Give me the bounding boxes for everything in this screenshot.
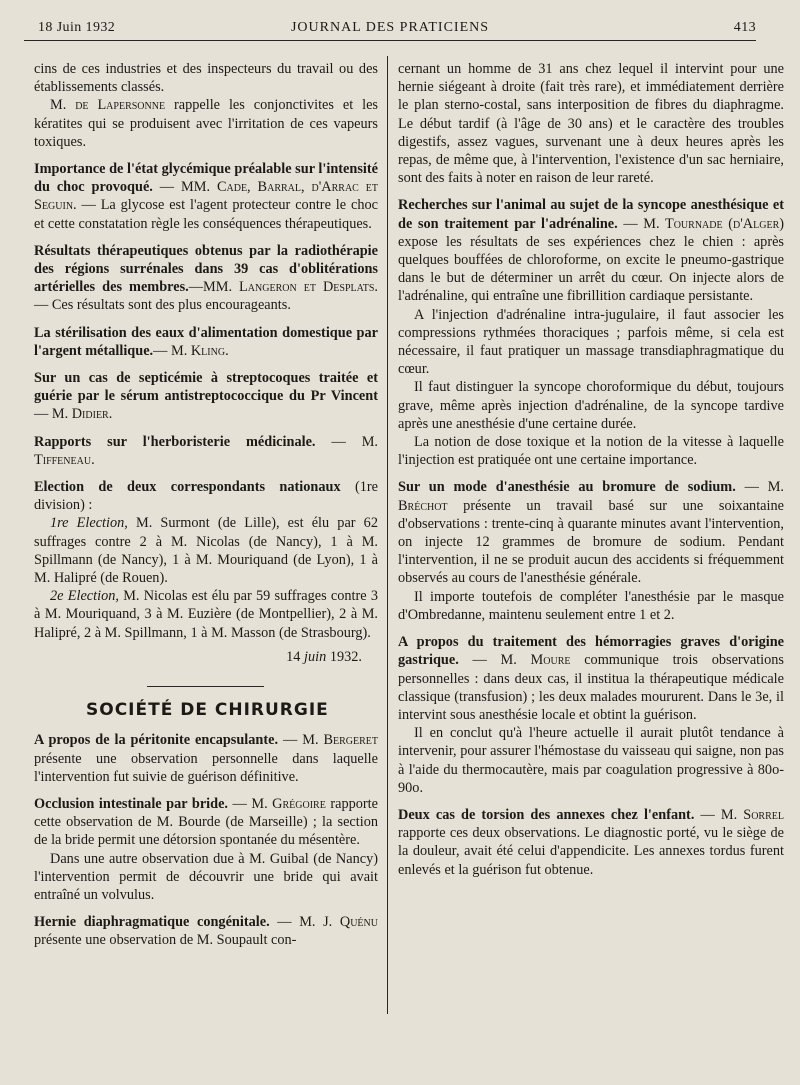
section-entry (398, 478, 784, 587)
running-header (24, 18, 756, 40)
section-title: Rapports sur l'herboristerie médicinale. (34, 433, 316, 450)
paragraph (34, 587, 378, 642)
header-date: 18 Juin 1932 (38, 20, 116, 35)
section-entry (34, 160, 378, 233)
author-names: — M. Tournade (d'Alger) (617, 215, 784, 232)
date-year: 1932. (329, 648, 362, 665)
body-text: rapporte ces deux observations. Le diagnostic porté, vu le siège de la douleur, avait été celui d'appendicite. Les annexes tordus furent enlevés et la guérison fut obtenue. (398, 825, 784, 878)
body-text: M. Surmont (de Lille), est élu par 62 suffrages contre 2 à M. Nicolas (de Nancy), 1 à M. Spillmann (de Nancy), 1 à M. Mouriquand (de Lyon), 1 à M. Halipré (de Rouen). (34, 515, 378, 587)
author-name: M. de Lapersonne (50, 97, 166, 114)
section-entry (398, 633, 784, 724)
author-names: — M. Bréchot (398, 479, 784, 514)
section-title: Deux cas de torsion des annexes chez l'enfant. (398, 806, 695, 823)
section-title: Sur un mode d'anesthésie au bromure de sodium. (398, 479, 736, 496)
author-names: —MM. Langeron et Desplats. (188, 279, 378, 296)
paragraph: La notion de dose toxique et la notion de la vitesse à laquelle l'injection est pratiquée ont une certaine importance. (398, 434, 784, 469)
body-text: présente un travail basé sur une soixantaine d'observations : trente-cinq à quarante minutes avant l'intervention, on injecte 12 grammes de bromure de sodium. Pendant l'intervention, il ne se produit aucun des accidents si fréquemment observés au cours de l'anesthésie générale. (398, 497, 784, 587)
body-text: présente une observation personnelle dans laquelle l'intervention fut suivie de guérison définitive. (34, 750, 378, 785)
section-entry (34, 478, 378, 514)
section-title: Importance de l'état glycémique préalable sur l'intensité du choc provoqué. (34, 161, 378, 196)
author-names: — M. Kling. (153, 342, 229, 359)
society-heading: SOCIÉTÉ DE CHIRURGIE (86, 700, 329, 721)
section-entry (34, 433, 378, 469)
section-entry (34, 242, 378, 315)
author-names: — M. J. Quénu (269, 914, 378, 931)
body-text: rapporte cette observation de M. Bourde (de Marseille) ; la section de la bride permit une détorsion spontanée du mésentère. (34, 795, 378, 849)
author-names: — M. Sorrel (694, 806, 784, 823)
body-text: — Ces résultats sont des plus encourageants. (34, 297, 291, 314)
body-text: (1re division) : (34, 479, 379, 514)
body-text: expose les résultats de ses expériences chez le chien : après quelques bouffées de chloroforme, on excite le pneumo-gastrique dans le but de déterminer un arrêt du cœur. On injecte alors de l'adrénaline, qui entraîne une fibrillition cardiaque persistante. (398, 233, 784, 305)
paragraph: Il faut distinguer la syncope choroformique du début, toujours grave, même après injection d'adrénaline, de la syncope tardive après une anesthésie d'une certaine durée. (398, 379, 784, 432)
author-names: — M. Tiffeneau. (34, 433, 378, 468)
body-text: rappelle les conjonctivites et les kératites qui se produisent avec l'irritation de ces vapeurs toxiques. (34, 97, 378, 150)
section-title: A propos de la péritonite encapsulante. (34, 732, 279, 749)
election-label: 1re Election, (50, 515, 128, 532)
paragraph: Il importe toutefois de compléter l'anesthésie par le masque d'Ombredanne, maintenu seulement entre 1 et 2. (398, 588, 784, 623)
column-separator (387, 56, 388, 1014)
election-label: 2e Election, (50, 588, 119, 605)
section-title: Résultats thérapeutiques obtenus par la radiothérapie des régions surrénales dans 39 cas d'oblitérations artérielles des membres. (34, 242, 378, 296)
author-names: — M. Bergeret (278, 732, 378, 749)
date-day: 14 (286, 648, 301, 665)
paragraph (34, 514, 378, 587)
left-column (34, 60, 378, 950)
section-entry (34, 913, 378, 949)
page-number: 413 (733, 20, 756, 35)
section-entry (398, 196, 784, 305)
paragraph: Dans une autre observation due à M. Guibal (de Nancy) l'intervention permit de découvrir une bride qui avait entraîné un volvulus. (34, 850, 378, 903)
paragraph (34, 96, 378, 151)
section-entry (34, 369, 378, 424)
right-column (398, 60, 784, 879)
paragraph: A l'injection d'adrénaline intra-jugulaire, il faut associer les compressions rythmées thoraciques ; parfois même, si cela est nécessaire, il faut pratiquer un massage transdiaphragmatique du cœur. (398, 306, 784, 378)
section-title: Hernie diaphragmatique congénitale. (34, 914, 270, 931)
date-month: juin (300, 648, 330, 665)
author-names: — M. Moure (458, 652, 571, 669)
body-text: communique trois observations personnelles : dans deux cas, il institua la thérapeutique médicale classique (transfusion) ; les deux malades moururent. Dans le 3e, il intervint sous anesthésie locale et obtint la guérison. (398, 652, 784, 723)
body-text: M. Nicolas est élu par 59 suffrages contre 3 à M. Mouriquand, 3 à M. Euzière (de Montpellier), 2 à M. Halipré, 2 à M. Spillmann, 1 à M. Masson (de Strasbourg). (34, 588, 378, 641)
journal-title: JOURNAL DES PRATICIENS (290, 20, 490, 35)
section-entry (34, 324, 378, 360)
body-text: — La glycose est l'agent protecteur contre le choc et cette constatation règle les conséquences thérapeutiques. (34, 197, 378, 232)
section-title: Sur un cas de septicémie à streptocoques traitée et guérie par le sérum antistreptococcique du Pr Vincent (34, 370, 378, 405)
author-names: — M. Grégoire (228, 795, 326, 812)
paragraph: cins de ces industries et des inspecteurs du travail ou des établissements classés. (34, 61, 378, 96)
section-entry (34, 731, 378, 786)
header-rule (24, 40, 756, 41)
section-title: Occlusion intestinale par bride. (34, 795, 229, 812)
section-entry (398, 806, 784, 879)
author-names: — MM. Cade, Barral, d'Arrac et Seguin. (34, 179, 378, 214)
section-title: Recherches sur l'animal au sujet de la syncope anesthésique et de son traitement par l'adrénaline. (398, 197, 784, 232)
section-title: La stérilisation des eaux d'alimentation domestique par l'argent métallique. (34, 324, 378, 359)
author-names: — M. Didier. (34, 406, 113, 423)
paragraph: cernant un homme de 31 ans chez lequel il intervint pour une hernie siégeant à droite (fait très rare), et immédiatement derrière le plan sterno-costal, sans interposition de fibres du diaphragme. Le début tardif (à l'âge de 30 ans) et le caractère des troubles digestifs, assez vagues, survenant une à deux heures après les repas, de même que, à l'intervention, l'existence d'un sac herniaire, sont des faits à noter en raison de leur rareté. (398, 61, 784, 187)
session-date (34, 648, 378, 666)
section-title: A propos du traitement des hémorragies graves d'origine gastrique. (398, 634, 784, 669)
body-text: présente une observation de M. Soupault con- (34, 932, 297, 949)
section-title: Election de deux correspondants nationaux (34, 479, 341, 496)
paragraph: Il en conclut qu'à l'heure actuelle il aurait plutôt tendance à intervenir, pour assurer l'hémostase du vaisseau qui saigne, non pas à l'aide du thermocautère, mais par coagulation progressive à 80o-90o. (398, 725, 784, 796)
section-entry (34, 795, 378, 850)
section-divider (147, 686, 264, 687)
